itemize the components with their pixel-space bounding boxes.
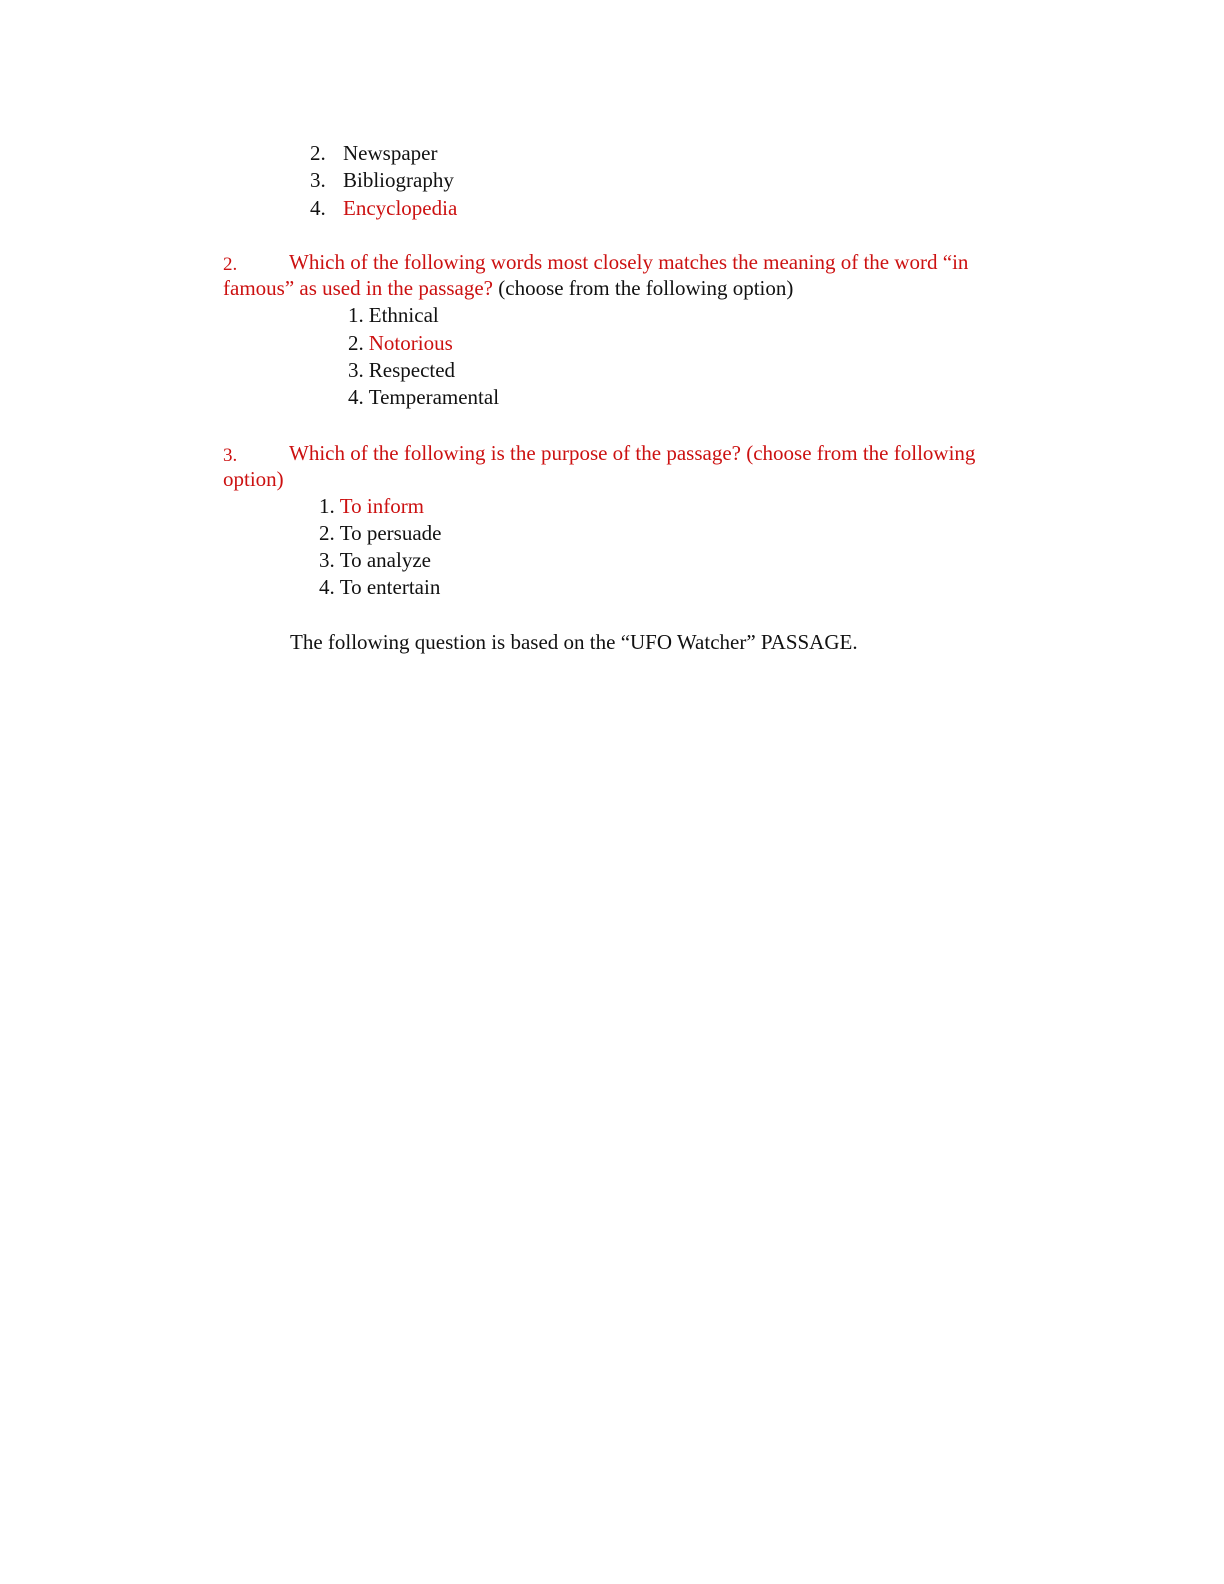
option-text: To persuade [339,521,442,545]
option-number: 2. [310,141,326,165]
q2-question-text: famous” as used in the passage? [223,276,493,300]
q2-option-2-correct [348,330,453,356]
q1-option-3 [310,167,454,193]
q2-option-4 [348,384,499,410]
option-text: To entertain [339,575,441,599]
q2-number: 2. [223,254,238,275]
q2-question-line2 [223,275,793,301]
passage-reference-note: The following question is based on the “UFO Watcher” PASSAGE. [290,630,858,654]
option-text: Respected [368,358,456,382]
option-number: 2. [319,521,335,545]
q3-option-4 [319,574,440,600]
option-number: 2. [348,331,364,355]
option-text: Ethnical [368,303,439,327]
option-text-correct: Notorious [368,331,453,355]
q3-question-line2: option) [223,467,284,491]
q3-option-1-correct [319,493,424,519]
option-number: 3. [310,168,326,192]
option-number: 1. [319,494,335,518]
option-text-correct: Encyclopedia [343,196,458,220]
option-number: 3. [348,358,364,382]
q2-instruction: (choose from the following option) [498,276,794,300]
option-text: Bibliography [343,168,454,192]
option-number: 4. [310,196,326,220]
q2-question-line1: Which of the following words most closely matches the meaning of the word “in [289,250,969,274]
option-number: 3. [319,548,335,572]
option-number: 1. [348,303,364,327]
q3-option-2 [319,520,442,546]
option-text: To analyze [339,548,431,572]
option-text: Temperamental [368,385,500,409]
q1-option-4-correct [310,195,457,221]
option-number: 4. [319,575,335,599]
q3-question-line1: Which of the following is the purpose of the passage? (choose from the following [289,441,976,465]
q3-number: 3. [223,445,238,466]
option-text-correct: To inform [339,494,425,518]
q2-option-1 [348,302,439,328]
option-text: Newspaper [343,141,438,165]
q1-option-2 [310,140,437,166]
q3-option-3 [319,547,431,573]
q2-option-3 [348,357,455,383]
option-number: 4. [348,385,364,409]
